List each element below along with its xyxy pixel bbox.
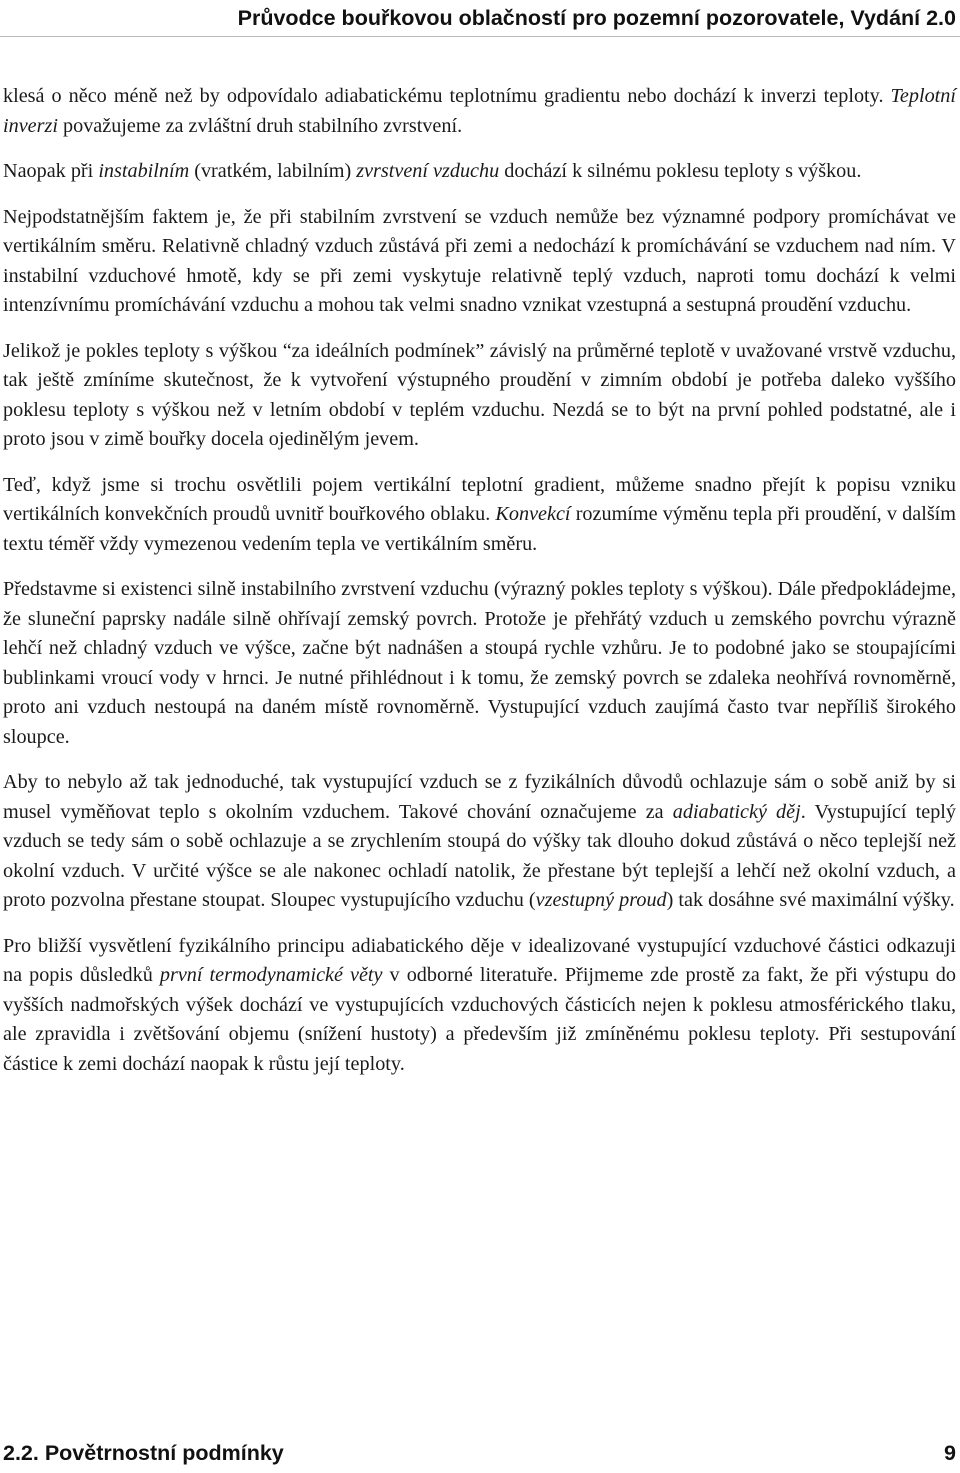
text-run: Představme si existenci silně instabilního zvrstvení vzduchu (výrazný pokles teploty s výškou). Dále předpokládejme, že sluneční paprsky nadále silně ohřívají zemský povrch. Protože je přehřátý vzduch u zemského povrchu výrazně lehčí než chladný vzduch ve výšce, začne být nadnášen a stoupá rychle vzhůru. Je to podobné jako se stoupajícími bublinkami vroucí vody v hrnci. Je nutné přihlédnout i k tomu, že zemský povrch se zdaleka neohřívá rovnoměrně, proto ani vzduch nestoupá na daném místě rovnoměrně. Vystupující vzduch zaujímá často tvar nepříliš širokého sloupce. — [3, 578, 956, 748]
page-number: 9 — [944, 1441, 956, 1465]
italic-term: instabilním — [98, 160, 190, 182]
running-header: Průvodce bouřkovou oblačností pro pozemní pozorovatele, Vydání 2.0 — [237, 6, 956, 30]
text-run: Nejpodstatnějším faktem je, že při stabilním zvrstvení se vzduch nemůže bez významné podpory promíchávat ve vertikálním směru. Relativně chladný vzduch zůstává při zemi a nedochází k promíchávání se vzduchem nad ním. V instabilní vzduchové hmotě, kdy se při zemi vyskytuje relativně teplý vzduch, naproti tomu dochází k velmi intenzívnímu promíchávání vzduchu a mohou tak velmi snadno vznikat vzestupná a sestupná proudění vzduchu. — [3, 205, 956, 316]
italic-term: Konvekcí — [495, 503, 571, 525]
text-run: . Vystupující teplý vzduch se tedy sám o sobě ochlazuje a se zrychlením stoupá do výšky tak dlouho dokud zůstává o něco teplejší než okolní vzduch. V určité výšce se ale nakonec ochladí natolik, že přestane být teplejší a lehčí než okolní vzduch, a proto pozvolna přestane stoupat. Sloupec vystupujícího vzduchu ( — [3, 800, 957, 911]
paragraph-1 — [3, 82, 956, 141]
text-run: Teď, když jsme si trochu osvětlili pojem vertikální teplotní gradient, můžeme snadno přejít k popisu vzniku vertikálních konvekčních proudů uvnitř bouřkového oblaku. — [3, 473, 956, 525]
text-run: Naopak při — [3, 160, 99, 182]
footer-section-title: 2.2. Povětrnostní podmínky — [3, 1441, 284, 1465]
paragraph-6 — [3, 575, 956, 752]
paragraph-4 — [3, 337, 956, 455]
italic-term: vzestupný proud — [535, 889, 667, 911]
paragraph-8 — [3, 932, 956, 1080]
text-run: považujeme za zvláštní druh stabilního zvrstvení. — [57, 114, 463, 137]
italic-term: zvrstvení vzduchu — [356, 160, 500, 182]
paragraph-3 — [3, 203, 956, 321]
italic-term: Teplotní inverzi — [3, 85, 956, 137]
text-run: ) tak dosáhne své maximální výšky. — [666, 889, 955, 911]
header-rule — [0, 36, 960, 37]
text-run: dochází k silnému poklesu teploty s výškou. — [499, 160, 862, 182]
italic-term: první termodynamické věty — [159, 964, 383, 986]
text-run: Pro bližší vysvětlení fyzikálního principu adiabatického děje v idealizované vystupující vzduchové částici odkazuji na popis důsledků — [3, 934, 956, 986]
text-run: klesá o něco méně než by odpovídalo adiabatickému teplotnímu gradientu nebo dochází k inverzi teploty. — [3, 85, 891, 107]
text-run: v odborné literatuře. Přijmeme zde prostě za fakt, že při výstupu do vyšších nadmořských výšek dochází ve vystupujících vzduchových částicích nejen k poklesu atmosférického tlaku, ale zpravidla i zvětšování objemu (snížení hustoty) a především již zmíněnému poklesu teploty. Při sestupování částice k zemi dochází naopak k růstu její teploty. — [3, 964, 956, 1075]
text-run: rozumíme výměnu tepla při proudění, v dalším textu téměř vždy vymezenou vedením tepla ve vertikálním směru. — [3, 503, 956, 555]
italic-term: adiabatický děj — [672, 800, 801, 823]
running-footer — [3, 1439, 956, 1467]
paragraph-7 — [3, 768, 956, 916]
body-text — [3, 82, 956, 1095]
text-run: Aby to nebylo až tak jednoduché, tak vystupující vzduch se z fyzikálních důvodů ochlazuje sám o sobě aniž by si musel vyměňovat teplo s okolním vzduchem. Takové chování označujeme za — [3, 771, 956, 823]
text-run: (vratkém, labilním) — [189, 160, 357, 182]
paragraph-2 — [3, 157, 956, 187]
text-run: Jelikož je pokles teploty s výškou “za ideálních podmínek” závislý na průměrné teplotě v uvažované vrstvě vzduchu, tak ještě zmíníme skutečnost, že k vytvoření výstupného proudění v zimním období je potřeba daleko vyššího poklesu teploty s výškou než v letním období v teplém vzduchu. Nezdá se to být na první pohled podstatné, ale i proto jsou v zimě bouřky docela ojedinělým jevem. — [3, 339, 956, 450]
paragraph-5 — [3, 471, 956, 560]
